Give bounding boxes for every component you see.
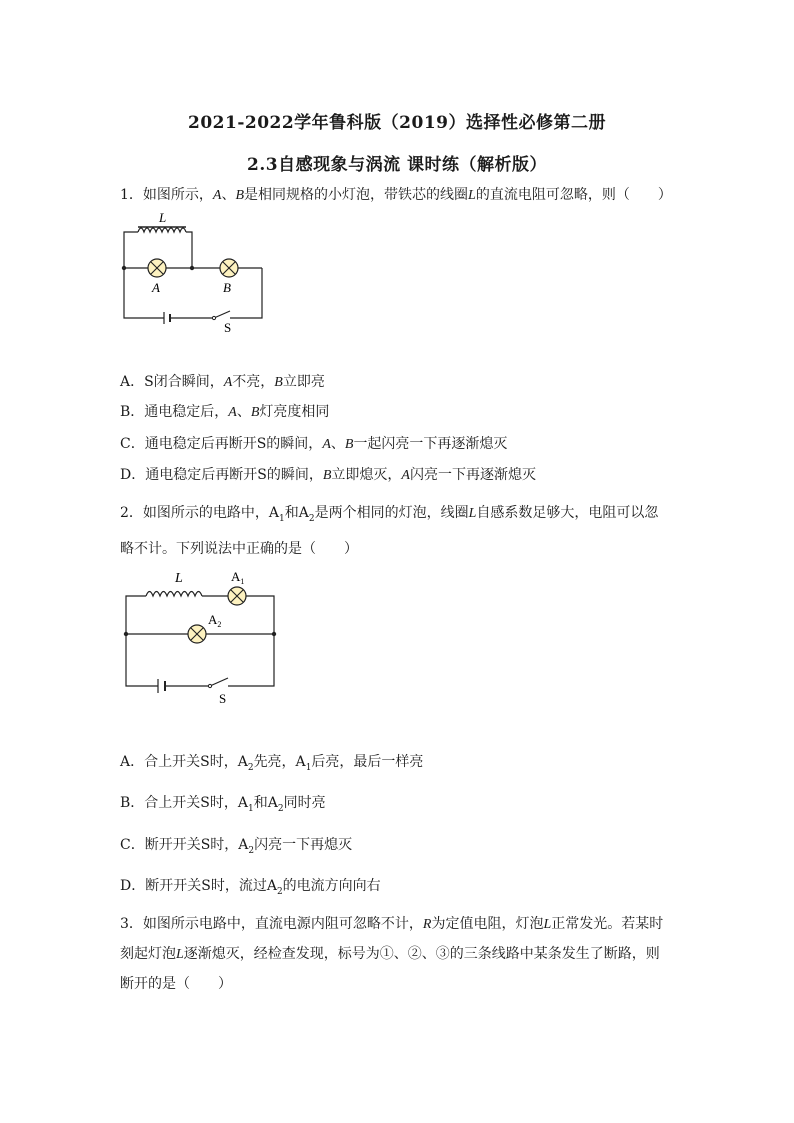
label-a1: $A_1$ [231, 569, 245, 586]
question-1-option-d[interactable]: D．通电稳定后再断开S的瞬间，B立即熄灭，A闪亮一下再逐渐熄灭 [120, 467, 536, 483]
question-1-stem: 1．如图所示，A、B是相同规格的小灯泡，带铁芯的线圈L的直流电阻可忽略，则（ ） [120, 187, 672, 203]
label-s: S [219, 691, 227, 706]
question-2-option-d[interactable]: D．断开开关S时，流过$A_2$的电流方向向右 [120, 878, 381, 897]
lamp-a1-icon [228, 587, 246, 605]
question-1-circuit-figure [118, 208, 268, 335]
question-2-option-a[interactable]: A．合上开关S时，$A_2$先亮，$A_1$后亮，最后一样亮 [120, 754, 424, 773]
question-2-option-b[interactable]: B．合上开关S时，$A_1$和$A_2$同时亮 [120, 795, 326, 814]
lamp-a2-icon [188, 625, 206, 643]
question-2-circuit-figure [120, 566, 280, 706]
label-b: B [223, 280, 231, 295]
question-3-stem-line2: 刻起灯泡L逐渐熄灭，经检查发现，标号为①、②、③的三条线路中某条发生了断路，则 [120, 946, 660, 962]
lamp-b-icon [220, 259, 238, 277]
question-2-stem: 2．如图所示的电路中，$A_1$和$A_2$是两个相同的灯泡，线圈L自感系数足够大，电阻可以忽 [120, 505, 659, 524]
question-3-stem-line3: 断开的是（ ） [120, 976, 232, 992]
label-s: S [224, 320, 232, 335]
question-1-option-c[interactable]: C．通电稳定后再断开S的瞬间，A、B一起闪亮一下再逐渐熄灭 [120, 436, 508, 452]
question-1-option-a[interactable]: A．S闭合瞬间，A不亮，B立即亮 [120, 374, 325, 390]
document-title: 2021-2022学年鲁科版（2019）选择性必修第二册 [188, 113, 606, 133]
document-subtitle: 2.3自感现象与涡流 课时练（解析版） [247, 155, 547, 175]
question-3-stem: 3．如图所示电路中，直流电源内阻可忽略不计，R为定值电阻，灯泡L正常发光。若某时 [120, 916, 664, 932]
inductor-coil [146, 592, 202, 597]
inductor-coil [138, 228, 186, 232]
lamp-a-icon [148, 259, 166, 277]
question-2-option-c[interactable]: C．断开开关S时，$A_2$闪亮一下再熄灭 [120, 837, 353, 856]
question-1-option-b[interactable]: B．通电稳定后，A、B灯亮度相同 [120, 404, 330, 420]
label-l: L [159, 210, 167, 225]
question-2-stem-line2: 略不计。下列说法中正确的是（ ） [120, 541, 358, 557]
label-a: A [152, 280, 160, 295]
label-a2: $A_2$ [208, 612, 222, 629]
label-l: L [175, 571, 183, 586]
